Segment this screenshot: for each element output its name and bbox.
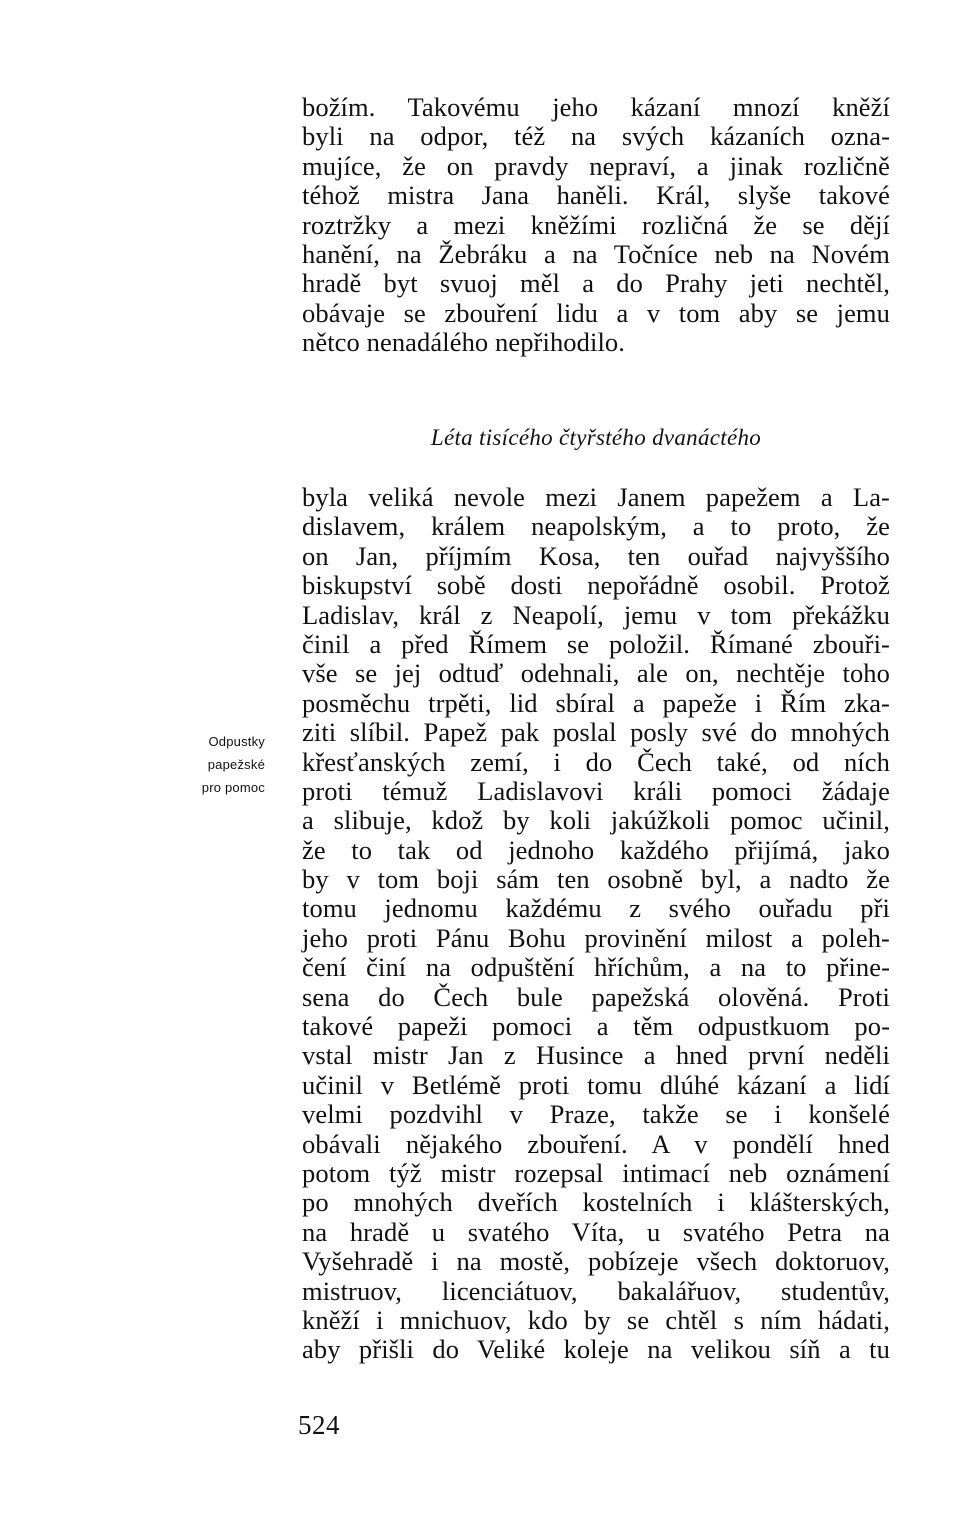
text-line: Ladislav, král z Neapolí, jemu v tom překážku bbox=[302, 599, 890, 630]
text-line: takové papeži pomoci a těm odpustkuom po- bbox=[302, 1011, 890, 1042]
text-line: on Jan, příjmím Kosa, ten ouřad najvyššího bbox=[302, 540, 890, 571]
paragraph-1 bbox=[302, 93, 890, 358]
text-line: roztržky a mezi kněžími rozličná že se dějí bbox=[302, 209, 890, 240]
text-line: obávali nějakého zbouření. A v pondělí hned bbox=[302, 1128, 890, 1159]
text-line: ziti slíbil. Papež pak poslal posly své do mnohých bbox=[302, 717, 890, 748]
text-line: byla veliká nevole mezi Janem papežem a La- bbox=[302, 482, 890, 512]
text-line: sena do Čech bule papežská olověná. Proti bbox=[302, 981, 890, 1012]
text-line: na hradě u svatého Víta, u svatého Petra na bbox=[302, 1216, 890, 1247]
text-line: obávaje se zbouření lidu a v tom aby se jemu bbox=[302, 297, 890, 328]
text-line: kněží i mnichuov, kdo by se chtěl s ním hádati, bbox=[302, 1304, 890, 1335]
text-line: by v tom boji sám ten osobně byl, a nadto že bbox=[302, 864, 890, 895]
text-line: vše se jej odtuď odehnali, ale on, nechtěje toho bbox=[302, 658, 890, 689]
text-line: čení činí na odpuštění hříchům, a na to přine- bbox=[302, 952, 890, 983]
text-line: činil a před Římem se položil. Římané zbouři- bbox=[302, 628, 890, 659]
text-line: božím. Takovému jeho kázaní mnozí kněží bbox=[302, 92, 890, 122]
text-line: učinil v Betlémě proti tomu dlúhé kázaní a lidí bbox=[302, 1069, 890, 1100]
text-line: proti témuž Ladislavovi králi pomoci žádaje bbox=[302, 775, 890, 806]
text-line: Vyšehradě i na mostě, pobízeje všech doktoruov, bbox=[302, 1246, 890, 1277]
text-line: hanění, na Žebráku a na Točníce neb na Novém bbox=[302, 238, 890, 269]
text-line: dislavem, králem neapolským, a to proto, že bbox=[302, 511, 890, 542]
text-line: vstal mistr Jan z Husince a hned první neděli bbox=[302, 1040, 890, 1071]
margin-note-line: Odpustky bbox=[208, 734, 265, 749]
text-line: posměchu trpěti, lid sbíral a papeže i Řím zka- bbox=[302, 687, 890, 718]
section-heading: Léta tisícého čtyřstého dvanáctého bbox=[430, 425, 762, 450]
text-line: velmi pozdvihl v Praze, takže se i konšelé bbox=[302, 1099, 890, 1130]
text-line: křesťanských zemí, i do Čech také, od ních bbox=[302, 746, 890, 777]
margin-note bbox=[150, 730, 265, 799]
text-line: téhož mistra Jana haněli. Král, slyše takové bbox=[302, 180, 890, 211]
text-line: tomu jednomu každému z svého ouřadu při bbox=[302, 893, 890, 924]
page-number: 524 bbox=[298, 1410, 340, 1440]
text-line: byli na odpor, též na svých kázaních ozna- bbox=[302, 121, 890, 152]
text-line: biskupství sobě dosti nepořádně osobil. Protož bbox=[302, 570, 890, 601]
text-line: a slibuje, kdož by koli jakúžkoli pomoc učinil, bbox=[302, 805, 890, 836]
text-line: po mnohých dveřích kostelních i klášterských, bbox=[302, 1187, 890, 1218]
text-line: potom týž mistr rozepsal intimací neb oznámení bbox=[302, 1157, 890, 1188]
paragraph-2 bbox=[302, 483, 890, 1365]
text-line: jeho proti Pánu Bohu provinění milost a poleh- bbox=[302, 922, 890, 953]
text-line: mistruov, licenciátuov, bakalářuov, studentův, bbox=[302, 1275, 890, 1306]
margin-note-line: papežské bbox=[207, 757, 265, 772]
text-line: hradě byt svuoj měl a do Prahy jeti nechtěl, bbox=[302, 268, 890, 299]
text-line: aby přišli do Veliké koleje na velikou síň a tu bbox=[302, 1334, 890, 1365]
text-line: nětco nenadálého nepřihodilo. bbox=[302, 327, 625, 358]
margin-note-line: pro pomoc bbox=[201, 780, 265, 795]
text-line: mujíce, že on pravdy nepraví, a jinak rozličně bbox=[302, 150, 890, 181]
text-line: že to tak od jednoho každého přijímá, jako bbox=[302, 834, 890, 865]
